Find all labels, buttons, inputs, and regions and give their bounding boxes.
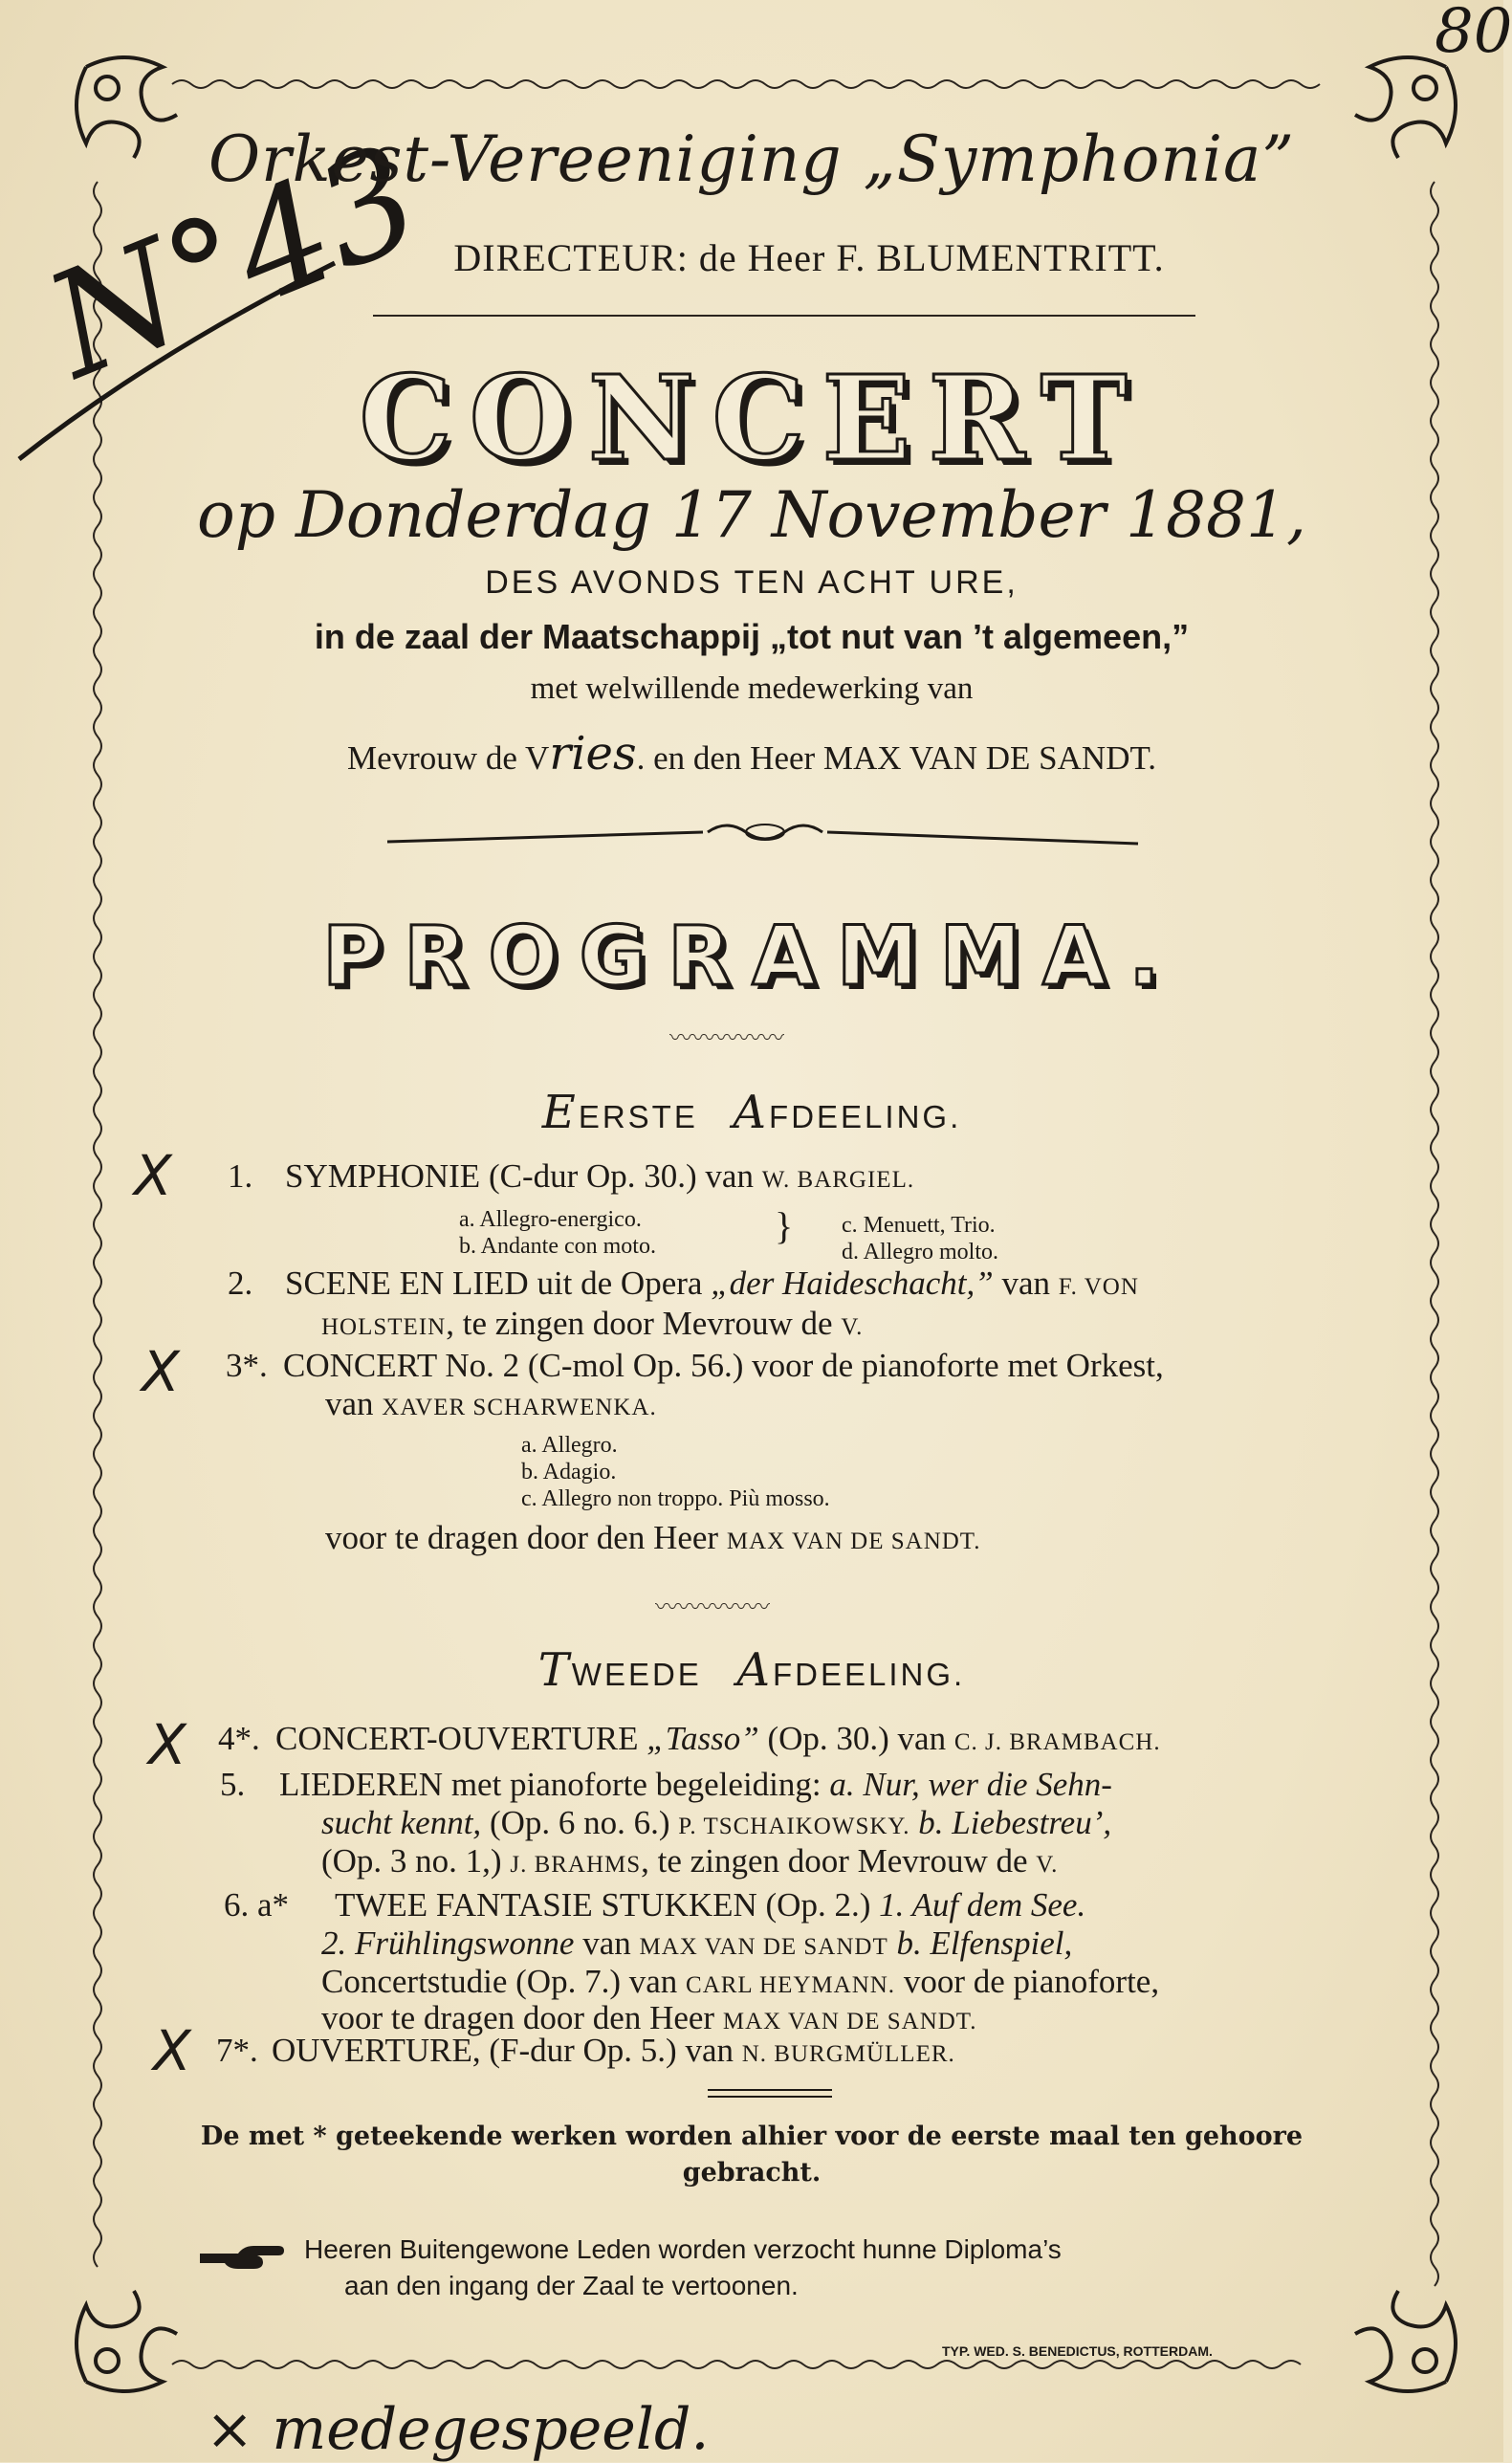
item1-movement-a: a. Allegro-energico.: [459, 1207, 642, 1232]
item6-number: 6. a*: [224, 1886, 290, 1924]
page-number: 80: [1435, 0, 1512, 67]
item3-movement-a: a. Allegro.: [521, 1433, 618, 1458]
tilde-divider-2: 〰〰〰〰〰: [655, 1595, 770, 1620]
asterisk-note-line1: De met * geteekende werken worden alhier voor de eerste maal ten gehoore: [200, 2122, 1304, 2151]
performers-end: . en den Heer MAX VAN DE SANDT.: [636, 739, 1156, 777]
performers-start: Mevrouw de V: [346, 739, 550, 777]
concert-date: op Donderdag 17 November 1881,: [197, 478, 1306, 552]
item7-number: 7*.: [216, 2032, 258, 2069]
performers-handwritten: ries: [549, 727, 637, 781]
item6-line1: TWEE FANTASIE STUKKEN (Op. 2.) 1. Auf dem See.: [335, 1886, 1086, 1924]
director-line: DIRECTEUR: de Heer F. BLUMENTRITT.: [453, 236, 1165, 279]
concert-title: CONCERT: [359, 349, 1145, 487]
cross-mark-item7: X: [153, 2018, 191, 2083]
cross-mark-item3: X: [142, 1339, 180, 1404]
item6-line4: voor te dragen door den Heer MAX VAN DE SANDT.: [321, 1999, 977, 2036]
item3-line1: CONCERT No. 2 (C-mol Op. 56.) voor de pianoforte met Orkest,: [283, 1347, 1164, 1384]
members-note-line1: Heeren Buitengewone Leden worden verzocht hunne Diploma’s: [304, 2234, 1062, 2264]
item1-movement-d: d. Allegro molto.: [842, 1240, 998, 1264]
item7-line: OUVERTURE, (F-dur Op. 5.) van N. BURGMÜLLER.: [272, 2032, 955, 2069]
orchestra-name: Orkest-Vereeniging „Symphonia”: [208, 122, 1296, 196]
item4-number: 4*.: [218, 1720, 260, 1757]
item5-number: 5.: [220, 1766, 246, 1803]
brace: }: [775, 1204, 794, 1247]
item3-line3: voor te dragen door den Heer MAX VAN DE SANDT.: [325, 1519, 981, 1556]
item3-line2: van XAVER SCHARWENKA.: [325, 1385, 657, 1422]
cooperation-line: met welwillende medewerking van: [530, 671, 974, 706]
item1-movement-b: b. Andante con moto.: [459, 1234, 656, 1259]
corner-ornament-bottom-right: [1355, 2291, 1456, 2391]
item2-line1: SCENE EN LIED uit de Opera „der Haideschacht,” van F. VON: [285, 1264, 1139, 1302]
ornamental-divider: [387, 825, 1138, 844]
item5-line2: sucht kennt, (Op. 6 no. 6.) P. TSCHAIKOWSKY. b. Liebestreu’,: [321, 1804, 1112, 1841]
part1-heading: EERSTE AFDEELING.: [541, 1086, 962, 1139]
part2-heading: TWEEDE AFDEELING.: [537, 1643, 966, 1697]
item6-line3: Concertstudie (Op. 7.) van CARL HEYMANN. voor de pianoforte,: [321, 1963, 1160, 2000]
concert-venue: in de zaal der Maatschappij „tot nut van ’t algemeen,”: [314, 617, 1190, 656]
item2-number: 2.: [228, 1264, 253, 1302]
pointing-hand-icon: [196, 2240, 284, 2273]
printer-credit: TYP. WED. S. BENEDICTUS, ROTTERDAM.: [942, 2343, 1213, 2359]
tilde-divider-1: 〰〰〰〰〰: [669, 1026, 784, 1051]
cross-mark-item4: X: [148, 1712, 186, 1777]
members-note-line2: aan den ingang der Zaal te vertoonen.: [344, 2271, 799, 2300]
item4-line: CONCERT-OUVERTURE „Tasso” (Op. 30.) van C. J. BRAMBACH.: [275, 1720, 1161, 1757]
program-number: N°43: [27, 114, 442, 411]
item3-movement-c: c. Allegro non troppo. Più mosso.: [521, 1486, 830, 1511]
item5-line3: (Op. 3 no. 1,) J. BRAHMS, te zingen door Mevrouw de V.: [321, 1842, 1059, 1880]
concert-time: DES AVONDS TEN ACHT URE,: [485, 564, 1019, 601]
handwritten-footer: × medegespeeld.: [206, 2396, 710, 2463]
cross-mark-item1: X: [134, 1143, 172, 1208]
item1-line: SYMPHONIE (C-dur Op. 30.) van W. BARGIEL.: [285, 1157, 915, 1195]
double-rule: [708, 2090, 832, 2097]
item1-movement-c: c. Menuett, Trio.: [842, 1213, 996, 1238]
item6-line2: 2. Frühlingswonne van MAX VAN DE SANDT b. Elfenspiel,: [321, 1924, 1073, 1962]
item3-number: 3*.: [226, 1347, 268, 1384]
asterisk-note-line2: gebracht.: [682, 2158, 822, 2188]
performers-line: [0, 727, 1503, 781]
corner-ornament-bottom-left: [77, 2291, 177, 2391]
programme-heading: PROGRAMMA.: [322, 909, 1181, 1004]
item3-movement-b: b. Adagio.: [521, 1460, 617, 1484]
item2-line2: HOLSTEIN, te zingen door Mevrouw de V.: [321, 1305, 864, 1342]
item1-number: 1.: [228, 1157, 253, 1195]
item5-line1: LIEDEREN met pianoforte begeleiding: a. Nur, wer die Sehn-: [279, 1766, 1112, 1803]
